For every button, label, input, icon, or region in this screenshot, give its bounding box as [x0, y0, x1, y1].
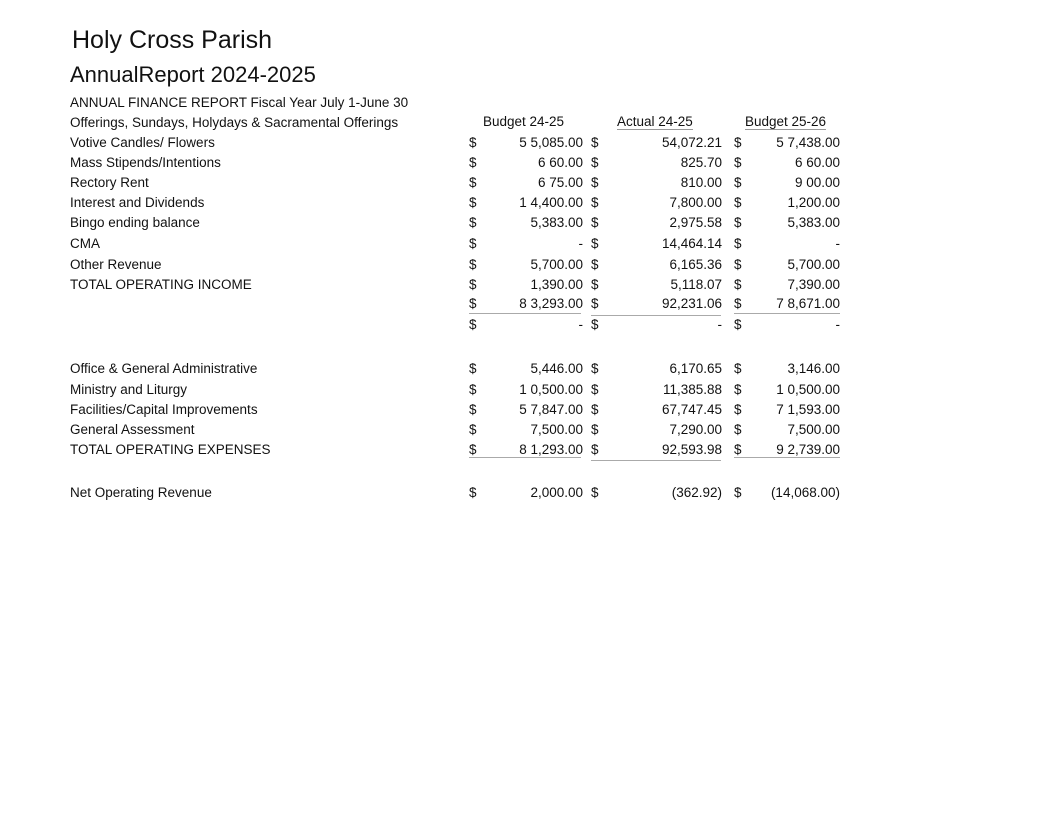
budget-24-25-value: 5,446.00 — [530, 361, 583, 376]
budget-24-25-value: 5 5,085.00 — [519, 135, 583, 150]
currency-sign: $ — [469, 402, 477, 417]
budget-24-25-value: 7,500.00 — [530, 422, 583, 437]
currency-sign: $ — [734, 485, 742, 500]
actual-24-25-value: 5,118.07 — [670, 277, 722, 292]
currency-sign: $ — [591, 442, 599, 457]
report-description: ANNUAL FINANCE REPORT Fiscal Year July 1-June 30 — [70, 95, 409, 110]
currency-sign: $ — [469, 135, 477, 150]
budget-24-25-value: 8 1,293.00 — [519, 442, 583, 457]
table-row — [0, 174, 1056, 192]
table-row — [0, 401, 1056, 419]
actual-24-25-value: 810.00 — [680, 175, 722, 190]
actual-24-25-value: (362.92) — [671, 485, 722, 500]
budget-25-26-value: 5,383.00 — [787, 215, 840, 230]
currency-sign: $ — [591, 195, 599, 210]
currency-sign: $ — [734, 195, 742, 210]
currency-sign: $ — [469, 257, 477, 272]
budget-24-25-value: 6 60.00 — [537, 155, 583, 170]
currency-sign: $ — [591, 422, 599, 437]
table-row — [0, 256, 1056, 274]
income-total-underline-1 — [469, 313, 581, 314]
currency-sign: $ — [469, 361, 477, 376]
budget-25-26-value: 5 7,438.00 — [776, 135, 840, 150]
actual-24-25-value: 6,165.36 — [669, 257, 722, 272]
budget-25-26-value: 3,146.00 — [787, 361, 840, 376]
actual-24-25-value: 2,975.58 — [669, 215, 722, 230]
budget-25-26-value: 7 1,593.00 — [776, 402, 840, 417]
budget-25-26-value: (14,068.00) — [770, 485, 840, 500]
currency-sign: $ — [591, 402, 599, 417]
table-row — [0, 316, 1056, 334]
income-total-underline-3 — [734, 313, 840, 314]
column-header-budget-25-26: Budget 25-26 — [745, 114, 827, 129]
currency-sign: $ — [734, 135, 742, 150]
budget-24-25-value: 5,383.00 — [530, 215, 583, 230]
row-label: CMA — [70, 236, 100, 251]
parish-title: Holy Cross Parish — [72, 26, 273, 54]
actual-24-25-value: 54,072.21 — [661, 135, 722, 150]
table-row — [0, 360, 1056, 378]
budget-24-25-value: 1 4,400.00 — [519, 195, 583, 210]
row-label: Office & General Administrative — [70, 361, 258, 376]
row-label: Facilities/Capital Improvements — [70, 402, 258, 417]
column-header-actual-24-25: Actual 24-25 — [617, 114, 693, 129]
row-label: TOTAL OPERATING INCOME — [70, 277, 252, 292]
actual-24-25-value: 92,593.98 — [661, 442, 722, 457]
row-label: Ministry and Liturgy — [70, 382, 188, 397]
currency-sign: $ — [591, 277, 599, 292]
currency-sign: $ — [734, 277, 742, 292]
row-label: General Assessment — [70, 422, 195, 437]
currency-sign: $ — [734, 155, 742, 170]
row-label: Net Operating Revenue — [70, 485, 212, 500]
currency-sign: $ — [734, 422, 742, 437]
budget-25-26-value: 7,390.00 — [787, 277, 840, 292]
budget-24-25-value: 2,000.00 — [530, 485, 583, 500]
budget-25-26-value: 1,200.00 — [787, 195, 840, 210]
budget-24-25-value: 8 3,293.00 — [519, 296, 583, 311]
budget-25-26-value: 6 60.00 — [794, 155, 840, 170]
currency-sign: $ — [591, 135, 599, 150]
budget-24-25-value: 5,700.00 — [530, 257, 583, 272]
currency-sign: $ — [591, 155, 599, 170]
income-total-underline-2 — [591, 315, 721, 316]
currency-sign: $ — [591, 175, 599, 190]
currency-sign: $ — [469, 317, 477, 332]
currency-sign: $ — [469, 442, 477, 457]
budget-25-26-value: 7,500.00 — [787, 422, 840, 437]
currency-sign: $ — [591, 296, 599, 311]
row-label: Votive Candles/ Flowers — [70, 135, 215, 150]
currency-sign: $ — [469, 277, 477, 292]
budget-25-26-value: 1 0,500.00 — [776, 382, 840, 397]
budget-25-26-value: - — [835, 236, 840, 251]
budget-25-26-value: - — [835, 317, 840, 332]
currency-sign: $ — [734, 382, 742, 397]
currency-sign: $ — [591, 257, 599, 272]
actual-24-25-value: 67,747.45 — [661, 402, 722, 417]
currency-sign: $ — [591, 382, 599, 397]
currency-sign: $ — [734, 317, 742, 332]
expense-total-underline-2 — [591, 460, 721, 461]
table-row — [0, 154, 1056, 172]
actual-24-25-value: 11,385.88 — [662, 382, 722, 397]
budget-24-25-value: 5 7,847.00 — [519, 402, 583, 417]
currency-sign: $ — [734, 296, 742, 311]
currency-sign: $ — [591, 317, 599, 332]
actual-24-25-value: 7,290.00 — [669, 422, 722, 437]
row-label: Bingo ending balance — [70, 215, 200, 230]
table-row — [0, 484, 1056, 502]
currency-sign: $ — [591, 215, 599, 230]
table-row — [0, 134, 1056, 152]
row-label: TOTAL OPERATING EXPENSES — [70, 442, 271, 457]
row-label: Other Revenue — [70, 257, 162, 272]
budget-25-26-value: 7 8,671.00 — [776, 296, 840, 311]
currency-sign: $ — [734, 257, 742, 272]
currency-sign: $ — [469, 422, 477, 437]
currency-sign: $ — [469, 195, 477, 210]
actual-24-25-value: - — [717, 317, 722, 332]
currency-sign: $ — [734, 402, 742, 417]
currency-sign: $ — [734, 215, 742, 230]
table-row — [0, 276, 1056, 294]
budget-25-26-value: 5,700.00 — [787, 257, 840, 272]
row-label: Mass Stipends/Intentions — [70, 155, 221, 170]
currency-sign: $ — [734, 175, 742, 190]
currency-sign: $ — [469, 155, 477, 170]
currency-sign: $ — [469, 296, 477, 311]
currency-sign: $ — [734, 442, 742, 457]
budget-25-26-value: 9 2,739.00 — [776, 442, 840, 457]
currency-sign: $ — [591, 236, 599, 251]
currency-sign: $ — [469, 236, 477, 251]
currency-sign: $ — [469, 382, 477, 397]
actual-24-25-value: 14,464.14 — [661, 236, 722, 251]
currency-sign: $ — [734, 361, 742, 376]
table-row — [0, 214, 1056, 232]
column-header-budget-24-25: Budget 24-25 — [483, 114, 565, 129]
budget-25-26-value: 9 00.00 — [794, 175, 840, 190]
report-subtitle: AnnualReport 2024-2025 — [70, 62, 316, 87]
actual-24-25-value: 7,800.00 — [669, 195, 722, 210]
budget-24-25-value: - — [578, 236, 583, 251]
actual-24-25-value: 825.70 — [680, 155, 722, 170]
budget-24-25-value: 6 75.00 — [537, 175, 583, 190]
table-row — [0, 194, 1056, 212]
currency-sign: $ — [591, 361, 599, 376]
budget-24-25-value: - — [578, 317, 583, 332]
section-label: Offerings, Sundays, Holydays & Sacramental Offerings — [70, 115, 399, 130]
table-row — [0, 381, 1056, 399]
table-row — [0, 295, 1056, 313]
row-label: Interest and Dividends — [70, 195, 205, 210]
table-row — [0, 235, 1056, 253]
currency-sign: $ — [469, 485, 477, 500]
budget-24-25-value: 1,390.00 — [530, 277, 583, 292]
currency-sign: $ — [469, 175, 477, 190]
actual-24-25-value: 92,231.06 — [661, 296, 722, 311]
row-label: Rectory Rent — [70, 175, 149, 190]
currency-sign: $ — [591, 485, 599, 500]
expense-total-underline-1 — [469, 457, 581, 458]
expense-total-underline-3 — [734, 457, 840, 458]
actual-24-25-value: 6,170.65 — [669, 361, 722, 376]
currency-sign: $ — [734, 236, 742, 251]
table-row — [0, 421, 1056, 439]
currency-sign: $ — [469, 215, 477, 230]
budget-24-25-value: 1 0,500.00 — [519, 382, 583, 397]
